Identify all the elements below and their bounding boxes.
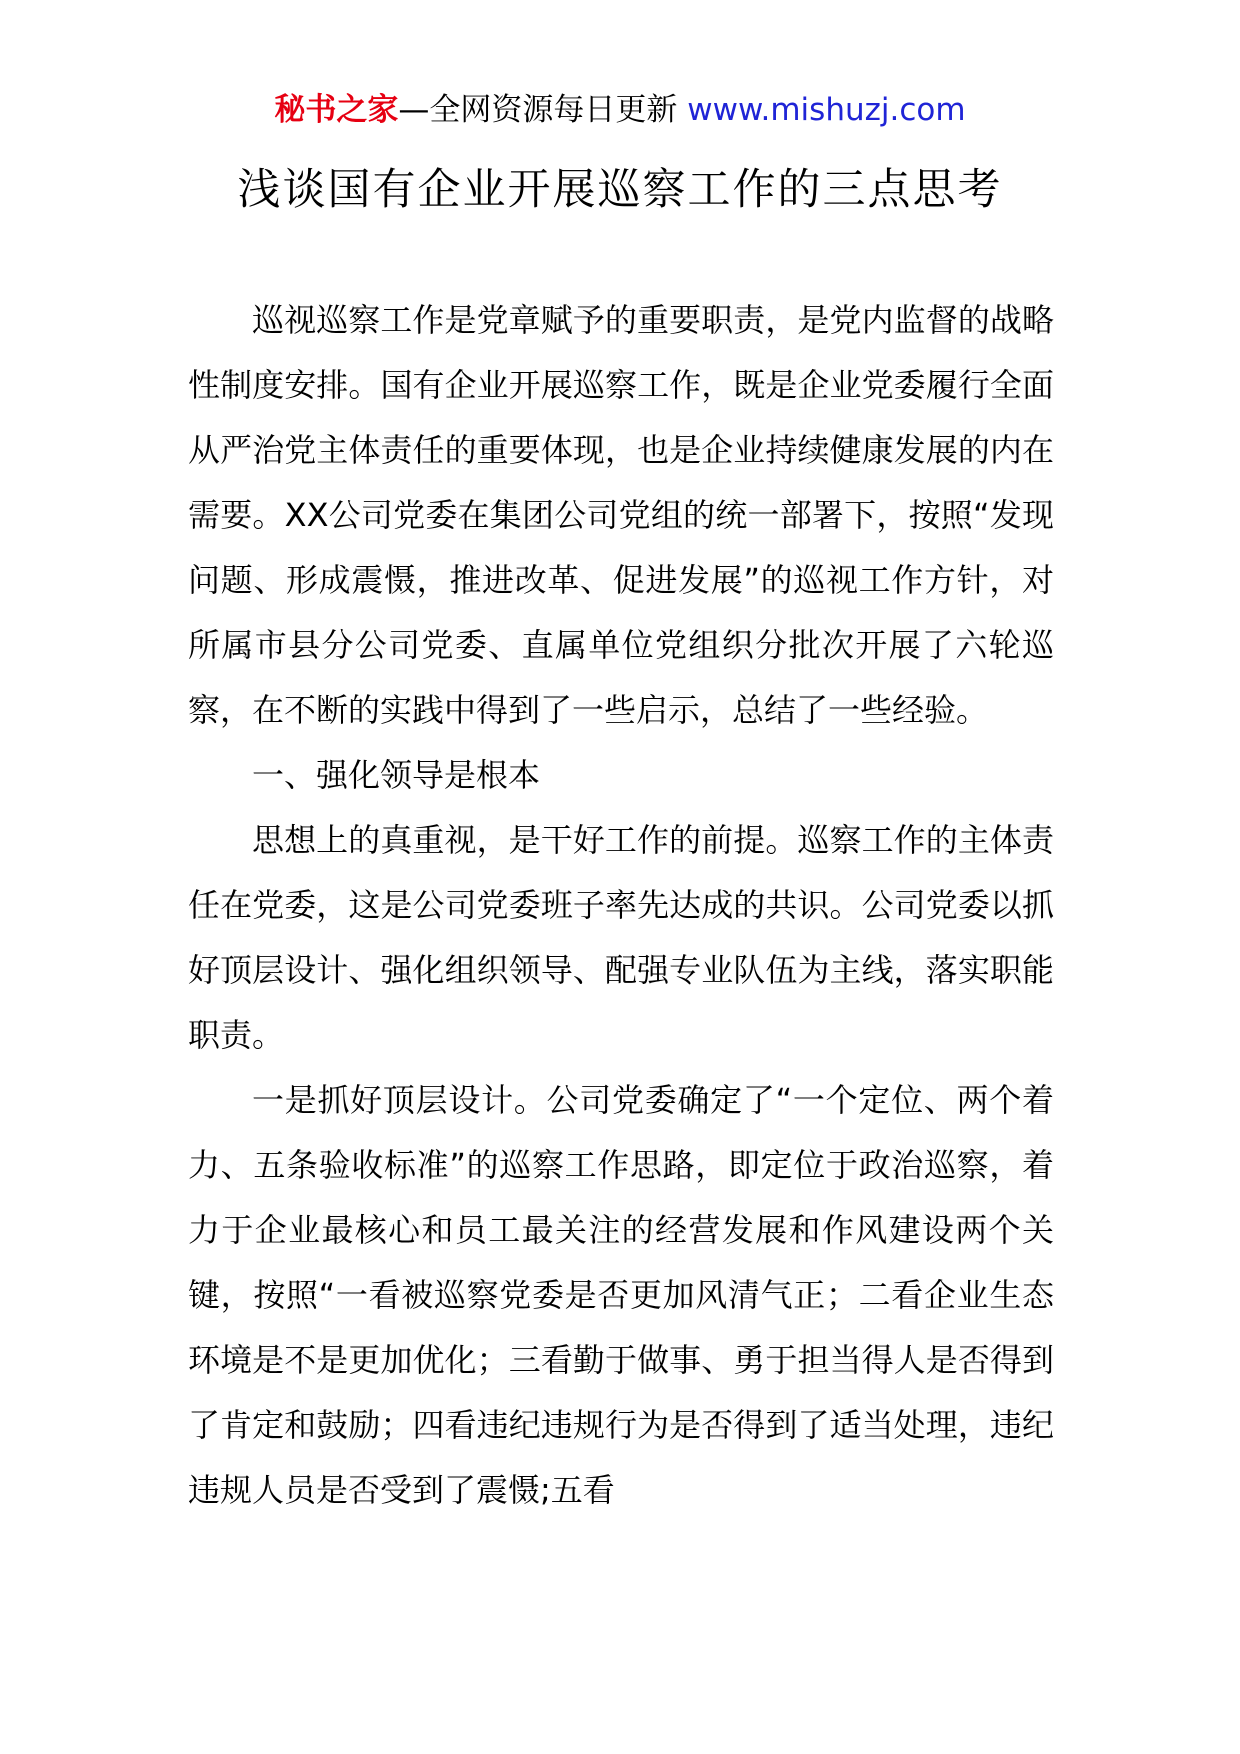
- paragraph-top-level-design: 一是抓好顶层设计。公司党委确定了“一个定位、两个着力、五条验收标准”的巡察工作思路，即定位于政治巡察，着力于企业最核心和员工最关注的经营发展和作风建设两个关键，按照“一看被巡察党委是否更加风清气正；二看企业生态环境是不是更加优化；三看勤于做事、勇于担当得人是否得到了肯定和鼓励；四看违纪违规行为是否得到了适当处理，违纪违规人员是否受到了震慑;五看: [188, 1081, 1054, 1509]
- site-brand-name: 秘书之家: [274, 92, 399, 128]
- site-url-link[interactable]: www.mishuzj.com: [687, 92, 966, 128]
- section-heading-1: 一、强化领导是根本: [252, 756, 541, 794]
- paragraph-section-1-intro: 思想上的真重视，是干好工作的前提。巡察工作的主体责任在党委，这是公司党委班子率先达成的共识。公司党委以抓好顶层设计、强化组织领导、配强专业队伍为主线，落实职能职责。: [188, 821, 1054, 1054]
- site-banner: [0, 88, 1240, 132]
- page-title: 浅谈国有企业开展巡察工作的三点思考: [237, 165, 1003, 215]
- paragraph-intro: 巡视巡察工作是党章赋予的重要职责，是党内监督的战略性制度安排。国有企业开展巡察工作，既是企业党委履行全面从严治党主体责任的重要体现，也是企业持续健康发展的内在需要。XX公司党委在集团公司党组的统一部署下，按照“发现问题、形成震慑，推进改革、促进发展”的巡视工作方针，对所属市县分公司党委、直属单位党组织分批次开展了六轮巡察，在不断的实践中得到了一些启示，总结了一些经验。: [188, 301, 1054, 729]
- document-body: [188, 288, 1054, 1523]
- site-slogan: —全网资源每日更新: [398, 92, 688, 128]
